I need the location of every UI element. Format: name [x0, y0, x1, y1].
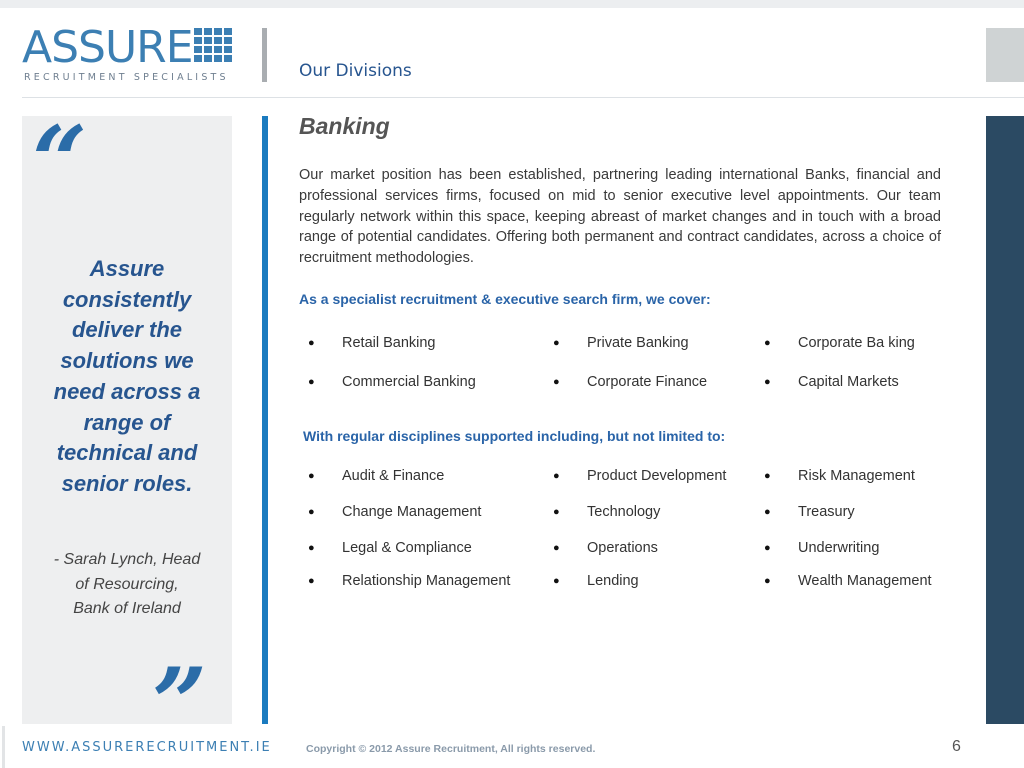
logo-wordmark: ASSURE [22, 22, 193, 73]
quote-line: Assure [89, 256, 165, 281]
logo-tagline: RECRUITMENT SPECIALISTS [24, 72, 229, 83]
bullet-icon: ● [553, 506, 560, 518]
bullet-icon: ● [764, 470, 771, 482]
bullet-icon: ● [553, 337, 560, 349]
intro-paragraph: Our market position has been established, partnering leading international Banks, financial and professional services firms, focused on mid to senior executive level appointments. Our team regularly network within this space, keeping abreast of market changes and in touch with a broad range of potential candidates. Offering both permanent and contract candidates, across a choice of recruitment methodologies. [299, 167, 941, 267]
assure-logo [22, 22, 237, 86]
bullet-icon: ● [764, 376, 771, 388]
bullet-icon: ● [764, 542, 771, 554]
page-number: 6 [952, 738, 961, 755]
top-strip [0, 0, 1024, 8]
corner-block [986, 28, 1024, 82]
quote-line: solutions we [60, 348, 194, 374]
bullet-icon: ● [553, 376, 560, 388]
cover-row: ● Commercial Banking ● Corporate Finance ● Capital Markets [308, 374, 899, 390]
bullet-icon: ● [553, 542, 560, 554]
bullet-icon: ● [553, 470, 560, 482]
discipline-row: ● Legal & Compliance ● Operations ● Underwriting [308, 540, 880, 556]
bullet-icon: ● [553, 575, 560, 587]
website-link[interactable]: WWW.ASSURERECRUITMENT.IE [22, 740, 272, 755]
bullet-icon: ● [308, 376, 315, 388]
discipline-row: ● Change Management ● Technology ● Treasury [308, 504, 855, 520]
bullet-icon: ● [308, 337, 315, 349]
content-divider [262, 116, 268, 724]
section-title: Banking [299, 113, 390, 139]
copyright-notice: Copyright © 2012 Assure Recruitment, All rights reserved. [306, 743, 596, 755]
cover-row: ● Retail Banking ● Private Banking ● Corporate Ba king [308, 335, 915, 351]
author-line: - Sarah Lynch, Head [53, 551, 201, 568]
footer-edge [2, 726, 5, 768]
logo-grid-icon [194, 28, 232, 64]
open-quote-icon: “ [32, 105, 88, 218]
close-quote-icon: ” [152, 647, 208, 760]
discipline-row: ● Audit & Finance ● Product Development ● Risk Management [308, 468, 915, 484]
bullet-icon: ● [764, 575, 771, 587]
quote-line: consistently [62, 286, 192, 312]
right-accent-bar [986, 116, 1024, 724]
bullet-icon: ● [308, 575, 315, 587]
author-line: of Resourcing, [75, 575, 179, 593]
quote-line: need across a [53, 378, 201, 404]
bullet-icon: ● [764, 506, 771, 518]
quote-line: senior roles. [61, 470, 193, 496]
header-divider [262, 28, 267, 82]
header-rule [22, 97, 1024, 98]
quote-line: technical and [56, 440, 198, 466]
cover-heading: As a specialist recruitment & executive search firm, we cover: [299, 291, 711, 307]
disciplines-heading: With regular disciplines supported including, but not limited to: [303, 428, 726, 444]
bullet-icon: ● [308, 506, 315, 518]
quote-line: deliver the [71, 317, 183, 343]
quote-line: range of [83, 409, 171, 435]
discipline-row: ● Relationship Management ● Lending ● Wealth Management [308, 573, 932, 589]
page-title: Our Divisions [299, 61, 412, 81]
bullet-icon: ● [764, 337, 771, 349]
bullet-icon: ● [308, 542, 315, 554]
bullet-icon: ● [308, 470, 315, 482]
author-line: Bank of Ireland [73, 600, 181, 617]
